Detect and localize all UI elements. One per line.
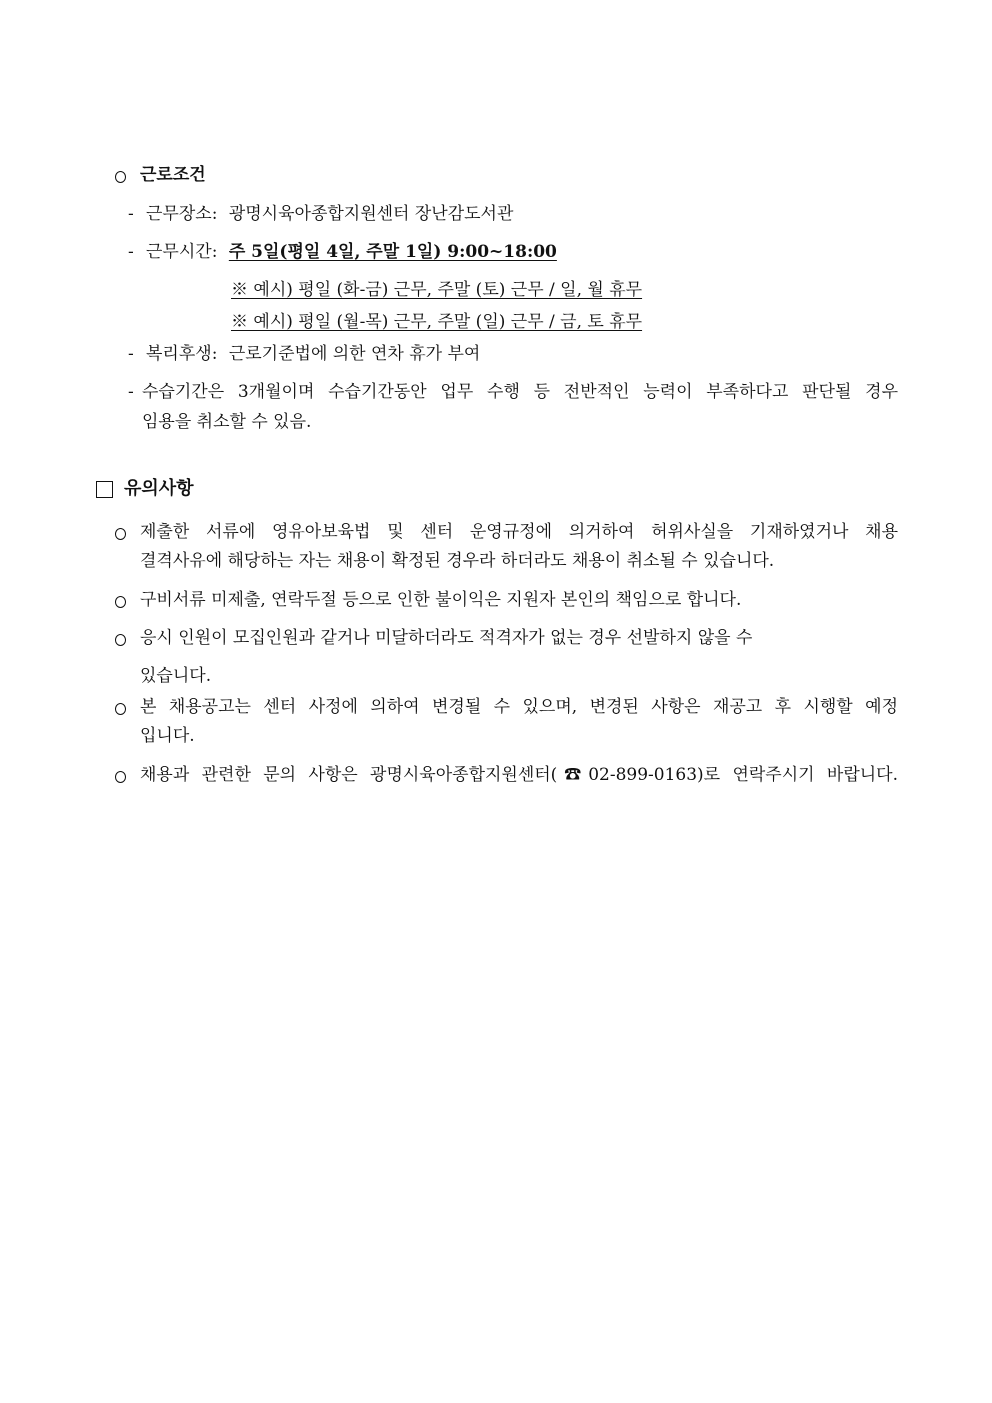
work-hours-label: 근무시간: bbox=[146, 242, 218, 262]
circle-bullet-icon bbox=[115, 703, 126, 715]
note-5-line-1: 채용과 관련한 문의 사항은 광명시육아종합지원센터(☎02-899-0163)로 연락주시기 바랍니다. bbox=[140, 765, 898, 785]
dash-marker: - bbox=[128, 382, 134, 402]
note-1-line-2: 결격사유에 해당하는 자는 채용이 확정된 경우라 하더라도 채용이 취소될 수 있습니다. bbox=[140, 551, 775, 571]
circle-bullet-icon bbox=[115, 771, 126, 783]
schedule-example-1: ※ 예시) 평일 (화-금) 근무, 주말 (토) 근무 / 일, 월 휴무 bbox=[231, 280, 643, 300]
schedule-example-2: ※ 예시) 평일 (월-목) 근무, 주말 (일) 근무 / 금, 토 휴무 bbox=[231, 312, 643, 332]
circle-bullet-icon bbox=[115, 634, 126, 646]
welfare-label: 복리후생: bbox=[146, 344, 218, 364]
work-hours-row bbox=[128, 241, 557, 263]
circle-bullet-icon bbox=[115, 171, 126, 183]
note-1-line-1: 제출한 서류에 영유아보육법 및 센터 운영규정에 의거하여 허위사실을 기재하였거나 채용 bbox=[140, 522, 898, 542]
welfare-value: 근로기준법에 의한 연차 휴가 부여 bbox=[228, 344, 481, 364]
note-2-line-1: 구비서류 미제출, 연락두절 등으로 인한 불이익은 지원자 본인의 책임으로 합니다. bbox=[140, 590, 742, 610]
work-location-value: 광명시육아종합지원센터 장난감도서관 bbox=[228, 204, 514, 224]
probation-line-2: 임용을 취소할 수 있음. bbox=[142, 412, 312, 432]
work-location-label: 근무장소: bbox=[146, 204, 218, 224]
probation-line-1: 수습기간은 3개월이며 수습기간동안 업무 수행 등 전반적인 능력이 부족하다고 판단될 경우 bbox=[142, 382, 898, 402]
circle-bullet-icon bbox=[115, 596, 126, 608]
section-heading-notes: 유의사항 bbox=[124, 478, 194, 499]
work-hours-value: 주 5일(평일 4일, 주말 1일) 9:00~18:00 bbox=[228, 242, 557, 262]
checkbox-square-icon bbox=[96, 481, 113, 498]
work-location-row bbox=[128, 203, 513, 225]
note-3-line-2: 있습니다. bbox=[140, 666, 212, 686]
dash-marker: - bbox=[128, 344, 134, 364]
note-4-line-1: 본 채용공고는 센터 사정에 의하여 변경될 수 있으며, 변경된 사항은 재공고 후 시행할 예정 bbox=[140, 697, 898, 717]
section-heading-working-conditions: 근로조건 bbox=[140, 165, 206, 185]
probation-row bbox=[128, 381, 142, 403]
welfare-row bbox=[128, 343, 480, 365]
note-4-line-2: 입니다. bbox=[140, 726, 195, 746]
circle-bullet-icon bbox=[115, 528, 126, 540]
dash-marker: - bbox=[128, 204, 134, 224]
note-3-line-1: 응시 인원이 모집인원과 같거나 미달하더라도 적격자가 없는 경우 선발하지 않을 수 bbox=[140, 628, 753, 648]
dash-marker: - bbox=[128, 242, 134, 262]
